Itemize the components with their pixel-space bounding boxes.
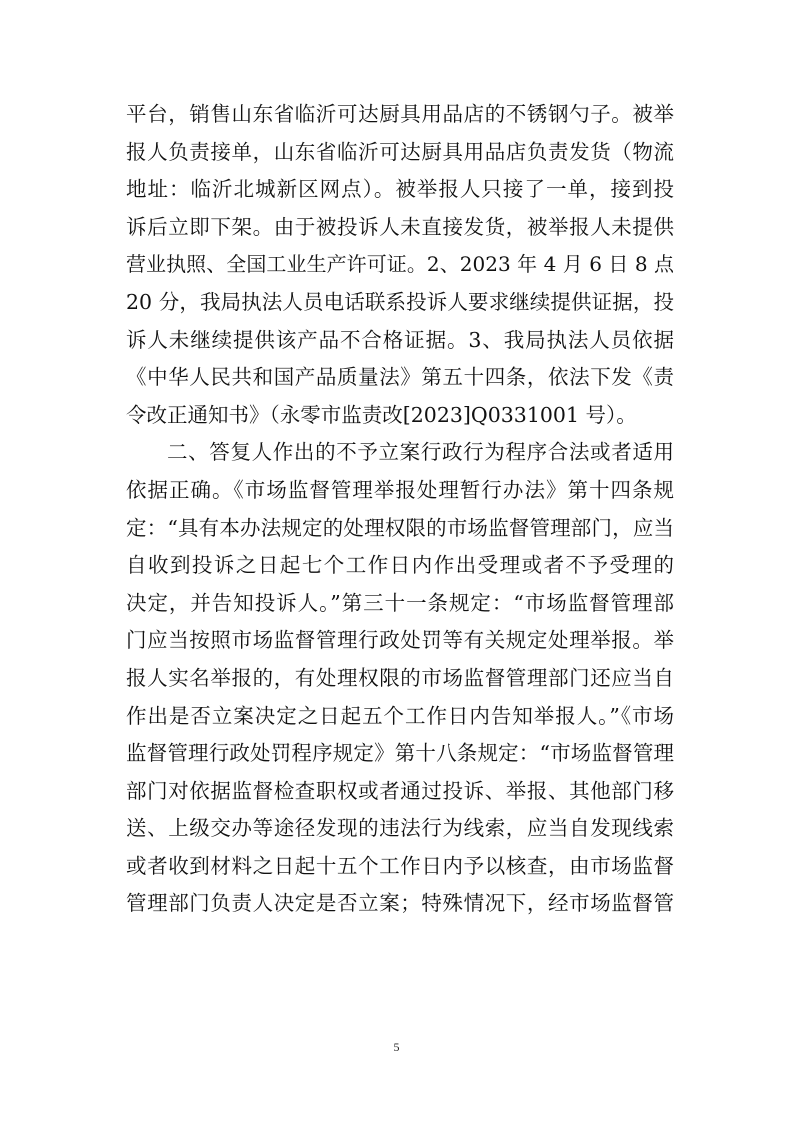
section-heading-line: 二、答复人作出的不予立案行政行为程序合法或者适用 (167, 440, 674, 465)
text-line: 自收到投诉之日起七个工作日内作出受理或者不予受理的 (126, 553, 674, 578)
text-line: 《中华人民共和国产品质量法》第五十四条，依法下发《责 (126, 365, 674, 390)
text-line: 营业执照、全国工业生产许可证。2、2023 年 4 月 6 日 8 点 (126, 252, 674, 277)
text-line: 决定，并告知投诉人。”第三十一条规定：“市场监督管理部 (126, 590, 674, 615)
text-line: 送、上级交办等途径发现的违法行为线索，应当自发现线索 (126, 816, 674, 841)
text-line: 或者收到材料之日起十五个工作日内予以核查，由市场监督 (126, 853, 674, 878)
text-line: 令改正通知书》（永零市监责改[2023]Q0331001 号）。 (126, 402, 637, 427)
text-line: 门应当按照市场监督管理行政处罚等有关规定处理举报。举 (126, 628, 674, 653)
text-line: 诉人未继续提供该产品不合格证据。3、我局执法人员依据 (126, 327, 674, 352)
text-line: 诉后立即下架。由于被投诉人未直接发货，被举报人未提供 (126, 214, 674, 239)
text-line: 管理部门负责人决定是否立案；特殊情况下，经市场监督管 (126, 891, 674, 916)
text-line: 报人负责接单，山东省临沂可达厨具用品店负责发货（物流 (126, 139, 674, 164)
page-number: 5 (393, 1040, 400, 1054)
text-line: 定：“具有本办法规定的处理权限的市场监督管理部门，应当 (126, 515, 674, 540)
text-line: 依据正确。《市场监督管理举报处理暂行办法》第十四条规 (126, 477, 674, 502)
text-line: 20 分，我局执法人员电话联系投诉人要求继续提供证据，投 (126, 289, 674, 314)
text-line: 平台，销售山东省临沂可达厨具用品店的不锈钢勺子。被举 (126, 102, 674, 126)
text-line: 地址：临沂北城新区网点）。被举报人只接了一单，接到投 (126, 177, 674, 202)
text-line: 报人实名举报的，有处理权限的市场监督管理部门还应当自 (126, 665, 674, 690)
body-text (126, 96, 674, 923)
text-line: 作出是否立案决定之日起五个工作日内告知举报人。”《市场 (126, 703, 674, 728)
text-line: 部门对依据监督检查职权或者通过投诉、举报、其他部门移 (126, 778, 674, 803)
text-line: 监督管理行政处罚程序规定》第十八条规定：“市场监督管理 (126, 741, 674, 766)
